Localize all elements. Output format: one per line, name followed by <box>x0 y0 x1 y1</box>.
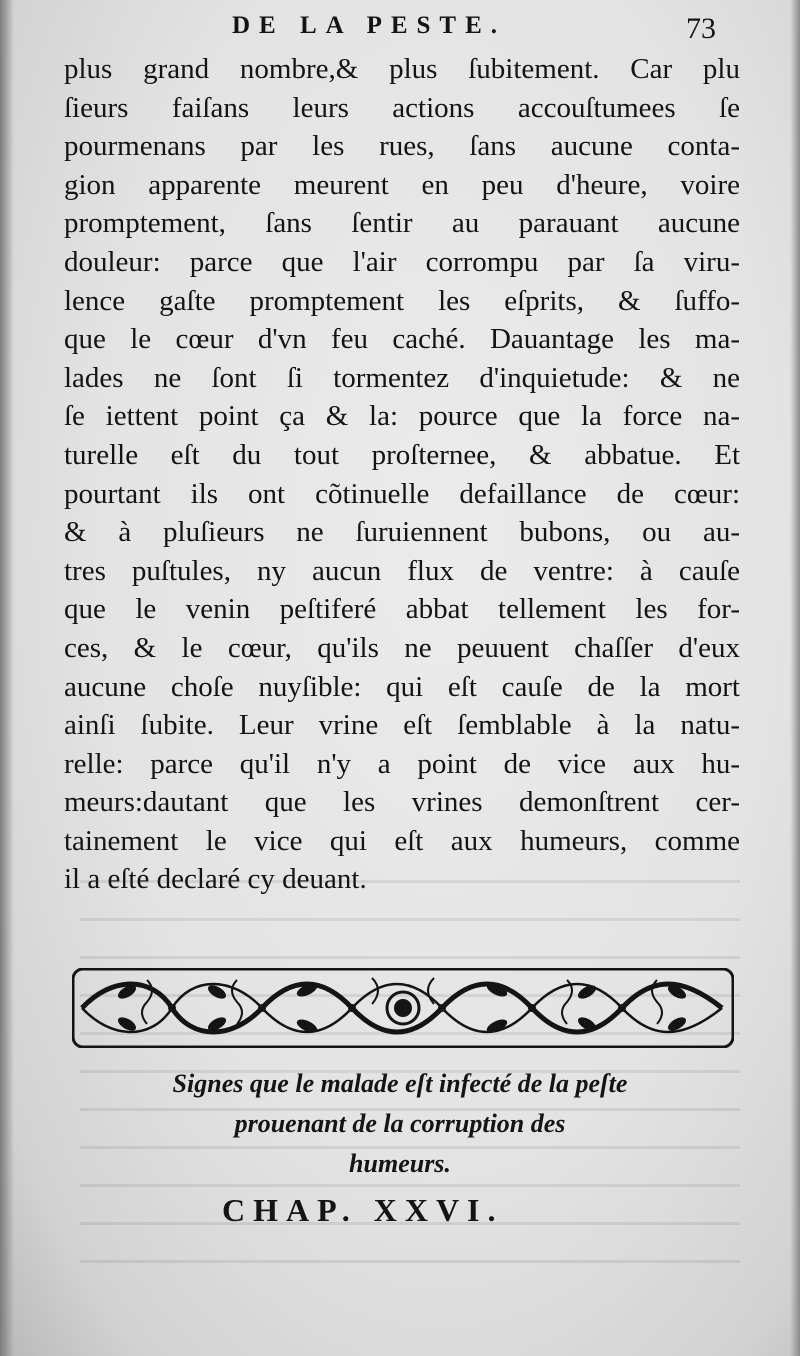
text-line: turelle eſt du tout proſternee, & abbatue. Et <box>64 438 740 471</box>
text-line: il a eſté declaré cy deuant. <box>64 863 367 896</box>
text-line: aucune choſe nuyſible: qui eſt cauſe de la mort <box>64 670 740 703</box>
text-line: plus grand nombre,& plus ſubitement. Car plu <box>64 53 740 85</box>
text-line: ſieurs faiſans leurs actions accouſtumees ſe <box>64 91 740 124</box>
text-line: ſe iettent point ça & la: pource que la force na- <box>64 400 740 433</box>
text-line: tainement le vice qui eſt aux humeurs, comme <box>64 824 740 857</box>
caption-line: Signes que le malade eſt infecté de la peſte <box>172 1069 628 1098</box>
caption-line: humeurs. <box>349 1149 451 1178</box>
text-line: tres puſtules, ny aucun flux de ventre: à cauſe <box>64 554 740 587</box>
text-line: gion apparente meurent en peu d'heure, voire <box>64 168 740 201</box>
text-line: pourmenans par les rues, ſans aucune conta- <box>64 130 740 163</box>
page-edge-shadow-right <box>790 0 800 1356</box>
body-text <box>64 50 740 899</box>
text-line: que le cœur d'vn feu caché. Dauantage les ma- <box>64 323 740 356</box>
text-line: ces, & le cœur, qu'ils ne peuuent chaſſer d'eux <box>64 631 740 664</box>
page-edge-shadow-left <box>0 0 14 1356</box>
text-line: & à pluſieurs ne ſuruiennent bubons, ou au- <box>64 516 740 549</box>
text-line: douleur: parce que l'air corrompu par ſa viru- <box>64 245 740 278</box>
text-line: ainſi ſubite. Leur vrine eſt ſemblable à la natu- <box>64 709 740 742</box>
decorative-ornament-band <box>72 968 734 1048</box>
text-line: promptement, ſans ſentir au parauant aucune <box>64 207 740 240</box>
chapter-caption <box>90 1064 710 1184</box>
text-line: lence gaſte promptement les eſprits, & ſuffo- <box>64 284 740 317</box>
text-line: pourtant ils ont cõtinuelle defaillance de cœur: <box>64 477 740 510</box>
text-line: relle: parce qu'il n'y a point de vice aux hu- <box>64 747 740 780</box>
text-line: lades ne ſont ſi tormentez d'inquietude: & ne <box>64 361 740 394</box>
running-head: DE LA PESTE. <box>232 12 507 39</box>
caption-line: prouenant de la corruption des <box>234 1109 566 1138</box>
text-line: meurs:dautant que les vrines demonſtrent cer- <box>64 786 740 819</box>
chapter-heading: CHAP. XXVI. <box>222 1192 504 1228</box>
page-number: 73 <box>686 12 716 45</box>
text-line: que le venin peſtiferé abbat tellement les for- <box>64 593 740 626</box>
